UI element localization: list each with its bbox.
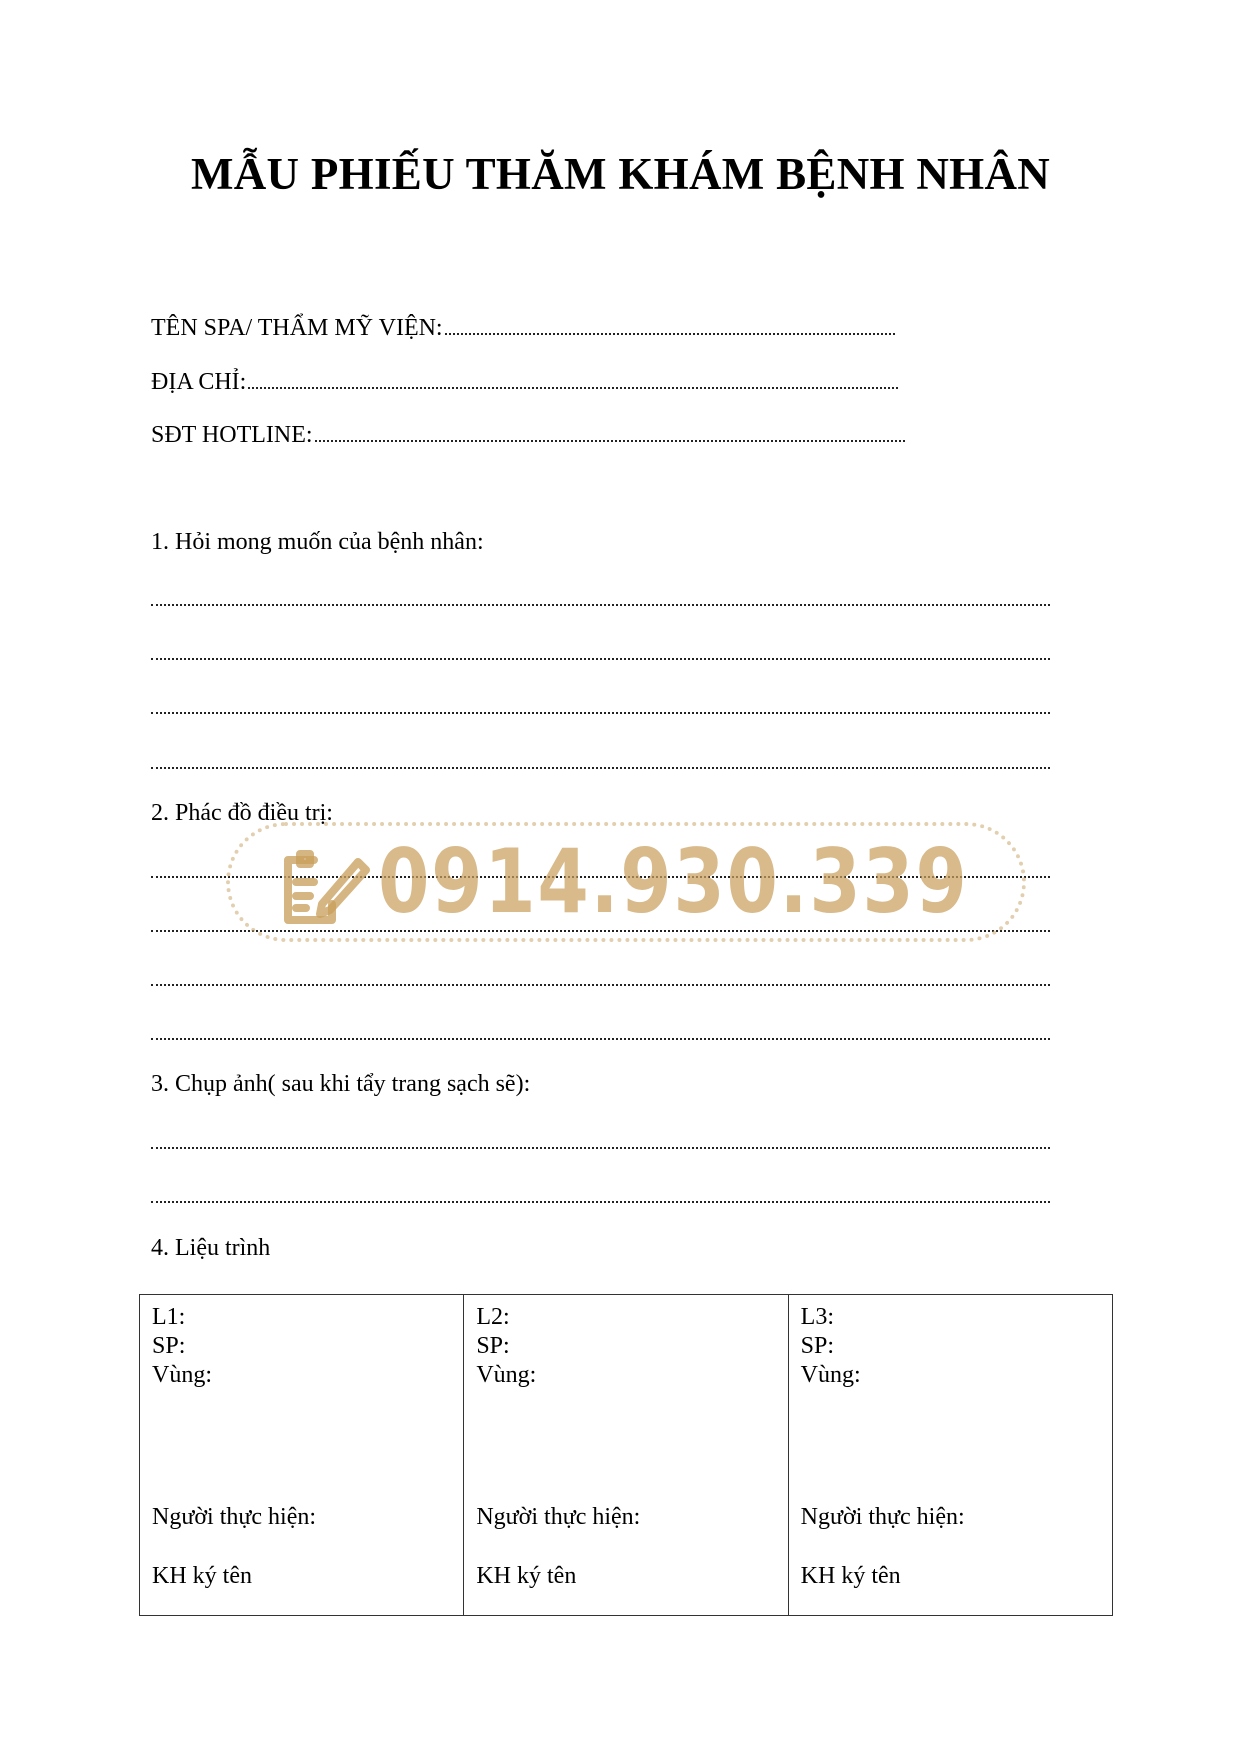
regimen-table (139, 1294, 1113, 1616)
session-label: L2: (476, 1304, 510, 1330)
address-label: ĐỊA CHỈ: (151, 369, 247, 395)
regimen-cell-l2[interactable] (464, 1295, 788, 1616)
area-label: Vùng: (800, 1362, 861, 1388)
area-label: Vùng: (152, 1362, 212, 1388)
customer-signature-label: KH ký tên (476, 1563, 577, 1589)
section-3-answer-line[interactable] (151, 1201, 1050, 1203)
session-label: L1: (152, 1304, 186, 1330)
performer-label: Người thực hiện: (800, 1504, 965, 1530)
customer-signature-label: KH ký tên (152, 1563, 252, 1589)
watermark-phone-number: 0914.930.339 (378, 830, 969, 933)
section-3-answer-line[interactable] (151, 1147, 1050, 1149)
address-field[interactable] (151, 369, 898, 396)
hotline-fill-line (315, 438, 905, 442)
page-title: MẪU PHIẾU THĂM KHÁM BỆNH NHÂN (190, 149, 1051, 199)
performer-label: Người thực hiện: (476, 1504, 641, 1530)
section-1-answer-line[interactable] (151, 712, 1050, 714)
section-1-answer-line[interactable] (151, 658, 1050, 660)
spa-name-label: TÊN SPA/ THẨM MỸ VIỆN: (151, 315, 443, 341)
product-label: SP: (476, 1333, 510, 1359)
section-1-answer-line[interactable] (151, 767, 1050, 769)
product-label: SP: (152, 1333, 186, 1359)
session-label: L3: (800, 1304, 834, 1330)
spa-name-field[interactable] (151, 315, 895, 342)
area-label: Vùng: (476, 1362, 537, 1388)
clipboard-pen-icon (270, 848, 370, 928)
section-2-answer-line[interactable] (151, 1038, 1050, 1040)
product-label: SP: (800, 1333, 835, 1359)
hotline-field[interactable] (151, 422, 905, 449)
section-2-answer-line[interactable] (151, 984, 1050, 986)
section-3-heading: 3. Chụp ảnh( sau khi tẩy trang sạch sẽ): (151, 1071, 531, 1097)
section-4-heading: 4. Liệu trình (151, 1235, 271, 1261)
section-1-answer-line[interactable] (151, 604, 1050, 606)
phone-watermark (226, 822, 1026, 942)
regimen-cell-l3[interactable] (788, 1295, 1112, 1616)
customer-signature-label: KH ký tên (800, 1563, 901, 1589)
performer-label: Người thực hiện: (152, 1504, 317, 1530)
section-1-heading: 1. Hỏi mong muốn của bệnh nhân: (151, 529, 484, 555)
address-fill-line (248, 385, 898, 389)
regimen-cell-l1[interactable] (140, 1295, 464, 1616)
hotline-label: SĐT HOTLINE: (151, 422, 313, 448)
section-2-heading: 2. Phác đồ điều trị: (151, 800, 333, 826)
spa-name-fill-line (445, 331, 895, 335)
